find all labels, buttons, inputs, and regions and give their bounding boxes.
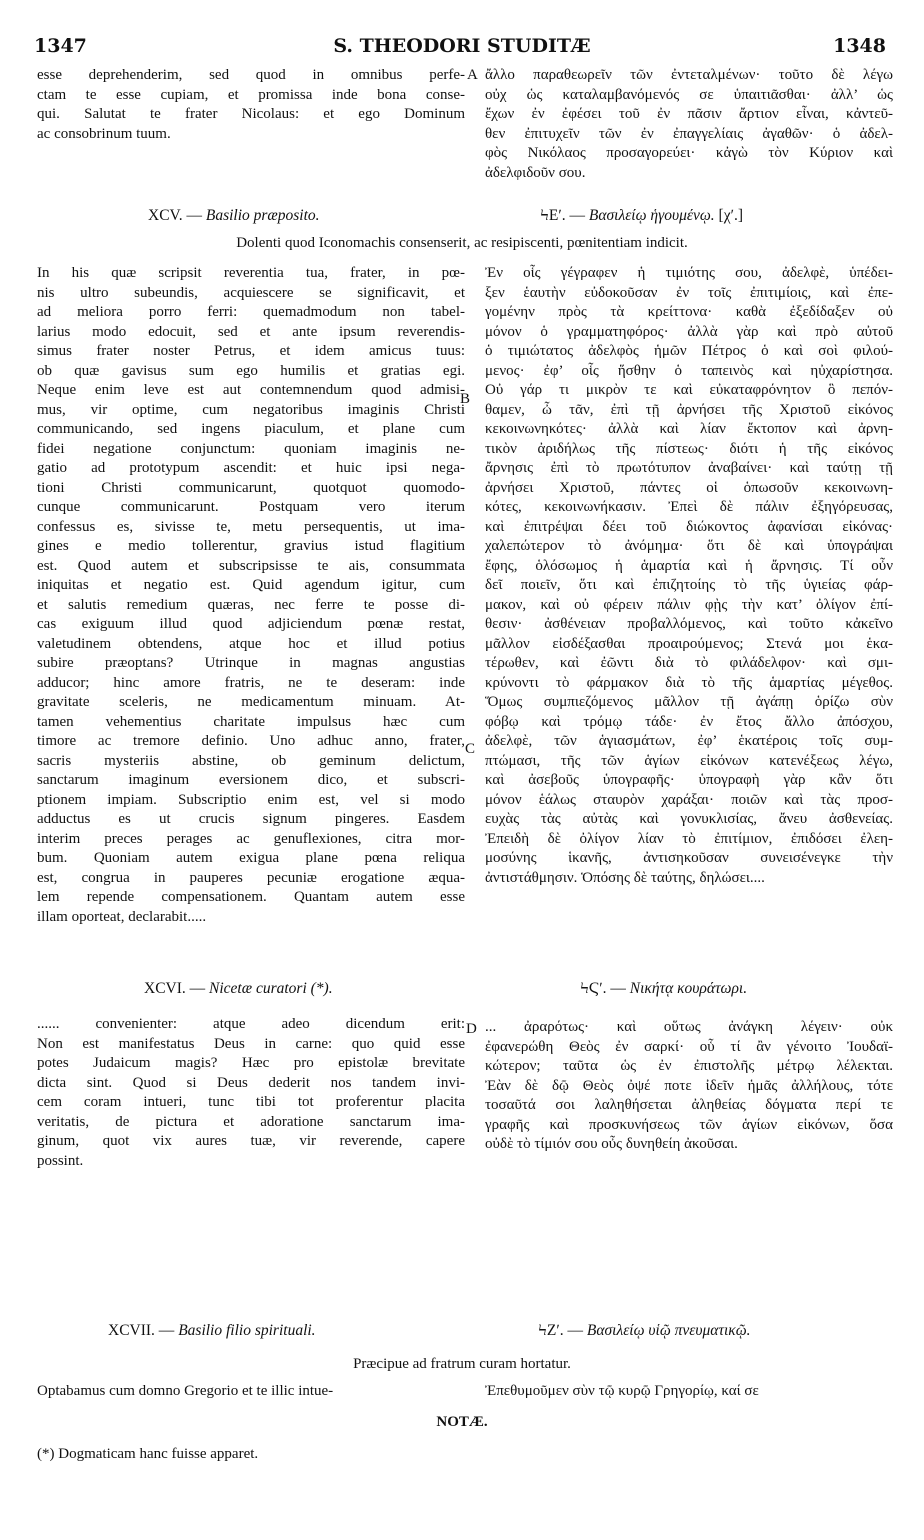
text-line: γραφῆς καὶ προσκυνήσεως τῶν ἁγίων εἰκόνων, ὅσα (485, 1116, 893, 1133)
text-line: gines e medio tollerentur, gravius istud flagitium (37, 538, 465, 554)
latin-heading-95 (148, 206, 320, 226)
text-line: adductus es ut crucis signum pingeres. Easdem (37, 811, 465, 827)
text-line: sacris mysteriis abstine, ob geminum delictum, (37, 752, 465, 769)
text-line: ptionem impiam. Subscriptio enim est, vel si modo (37, 791, 465, 808)
text-line: est, congrua in pauperes pecuniæ erogatione æqua- (37, 869, 465, 886)
text-line: dicta sint. Quod si Deus dederit nos tandem invi- (37, 1074, 465, 1091)
text-line: lem repende compensationem. Quantam autem esse (37, 889, 465, 905)
text-line: illam oporteat, declarabit..... (37, 908, 207, 925)
running-header (0, 34, 924, 58)
text-line: τοσαῦτά σοι λαληθήσεται ἀληθείας δόγματα περί τε (485, 1097, 893, 1113)
latin-text-95 (37, 264, 465, 927)
text-line: ἀντιστάθμησιν. Ὁπόσης δὲ ταύτης, δηλώσει.... (485, 869, 765, 886)
latin-heading-96-number: XCVI. — (144, 980, 206, 997)
greek-heading-96-number: ϞϚʹ. — (580, 980, 626, 997)
text-line: cunque communicarunt. Postquam vero iterum (37, 499, 465, 515)
text-line: ἄρνησις ἐπὶ τὸ πρωτότυπον ἀναβαίνει· καὶ ταύτῃ τῇ (485, 460, 893, 476)
text-line: bum. Quoniam autem exigua plane pœna reliqua (37, 850, 465, 866)
greek-heading-97-number: ϞΖʹ. — (538, 1322, 584, 1339)
latin-text-96 (37, 1015, 465, 1171)
text-line: μόνον ἑάλως σταυρὸν χαράξαι· ποιῶν καὶ τὰς προσ- (485, 791, 893, 808)
text-line: larius modo edocuit, sed et ante ipsum reverendis- (37, 323, 465, 340)
text-line: ἀδελφιδοῦν σου. (485, 164, 586, 181)
latin-continuation (37, 66, 465, 144)
latin-heading-97-number: XCVII. — (108, 1322, 175, 1339)
text-line: ἄλλο παραθεωρεῖν τῶν ἐντεταλμένων· τοῦτο δὲ λέγω (485, 67, 893, 83)
text-line: gatio ad prototypum ascendit: et huic ipsi nega- (37, 460, 465, 476)
greek-text-96 (485, 1018, 893, 1155)
text-line: tamen vehementius charitate impulsus hæc cum (37, 713, 465, 730)
greek-heading-95-number: ϞΕʹ. — (540, 207, 586, 224)
latin-heading-96 (144, 979, 333, 999)
text-line: χαλεπώτερον τὸ ἀνόμημα· ὅτι δὲ καὶ ὑπογράψαι (485, 538, 893, 554)
text-line: μόνον ὁ γραμματηφόρος· ἀλλὰ γὰρ καὶ πρὸ αὐτοῦ (485, 323, 893, 340)
text-line: possint. (37, 1152, 84, 1169)
text-line: In his quæ scripsit reverentia tua, frater, in pœ- (37, 265, 465, 281)
latin-heading-95-addressee: Basilio præposito. (205, 207, 320, 224)
text-line: μᾶλλον εἰσδέξασθαι προαιρούμενος; Στενά μοι ἑκα- (485, 635, 893, 652)
greek-continuation (485, 66, 893, 183)
text-line: Neque enim leve est aut contemnendum quod admisi- (37, 382, 465, 398)
text-line: nis ultro subeundis, acquiescere se significavit, et (37, 284, 465, 301)
text-line: ctam te esse cupiam, et promissa inde bona conse- (37, 86, 465, 103)
margin-letter-c: C (465, 741, 476, 757)
text-line: Οὐ γάρ τι μικρὸν τε καὶ εὐκαταφρόνητον ὃ πεπόν- (485, 382, 893, 398)
text-line: οὐδὲ τὸ τίμιόν σου οὖς δυνηθείη ἀκοῦσαι. (485, 1136, 738, 1152)
text-line: κρύνοντι τὸ φάρμακον διὰ τὸ τῆς ἁμαρτίας μέγεθος. (485, 674, 893, 691)
text-line: κότες, κεκοινωνήκασιν. Ἐπεὶ δὲ πάλιν ἐξηγόρευσας, (485, 499, 893, 515)
text-line: et salutis remedium quæras, nec ferre te posse di- (37, 596, 465, 613)
latin-text-97 (37, 1382, 465, 1402)
text-line: Ἐὰν δὲ δῷ Θεὸς ὀψέ ποτε ἰδεῖν ἡμᾶς ἀλλήλους, τότε (485, 1077, 893, 1094)
text-line: ἀδελφὲ, τῶν ἁγιασμάτων, ἐφ’ ἑκατέροις τοῖς συμ- (485, 733, 893, 749)
running-title: S. THEODORI STUDITÆ (333, 35, 591, 57)
text-line: δεῖ ποιεῖν, ὅτι καὶ ἐπιζητοίης τὸ τῆς ὑγιείας φάρ- (485, 577, 893, 593)
page-number-left: 1347 (34, 35, 87, 57)
greek-heading-95-addressee: Βασιλείῳ ἡγουμένῳ. (588, 207, 715, 224)
summary-95: Dolenti quod Iconomachis consenserit, ac resipiscenti, pœnitentiam indicit. (236, 235, 688, 251)
text-line: μακον, καὶ οὐ φέρειν πάλιν φῂς τὴν κατ’ ὀλίγον ἐπί- (485, 596, 893, 613)
text-line: ευχὰς τὰς αὐτὰς καὶ γονυκλισίας, ἄνευ ἀσθενείας. (485, 811, 893, 827)
latin-heading-97 (108, 1321, 316, 1341)
text-line: γομένην πρὸς τὰ κρείττονα· καθὰ ἐξεδίδαξεν οὐ (485, 304, 893, 320)
text-line: ἀρνήσει Χριστοῦ, πάντες οἱ ὁπωσοῦν κεκοινωνη- (485, 479, 893, 496)
text-line: iniquitas et negatio est. Quid agendum igitur, cum (37, 577, 465, 593)
text-line: ἐφανερώθη Θεὸς ἐν σαρκί· οὗ τί ἂν γένοιτο Ἰουδαϊ- (485, 1038, 893, 1055)
text-line: Optabamus cum domno Gregorio et te illic intue- (37, 1383, 334, 1399)
text-line: ac consobrinum tuum. (37, 125, 171, 142)
text-line: φὸς Νικόλαος προσαγορεύει· κἀγὼ τὸν Κύριον καὶ (485, 145, 893, 161)
summary-97: Præcipue ad fratrum curam hortatur. (353, 1356, 571, 1372)
text-line: confessus es, sivisse te, metu persequentis, ut ima- (37, 518, 465, 535)
text-line: qui. Salutat te frater Nicolaus: et ego Dominum (37, 106, 465, 122)
text-line: ginum, quot vix aures tuæ, vir reverende, capere (37, 1133, 465, 1149)
text-line: Ἐπειδὴ δὲ ὀλίγον λίαν τὸ ἐπιτίμιον, ἐπιδόσει ἐλεη- (485, 830, 893, 847)
latin-heading-97-addressee: Basilio filio spirituali. (178, 1322, 316, 1339)
text-line: simus frater noster Petrus, et idem amicus tuus: (37, 343, 465, 359)
text-line: cas exiguum illud quod adjiciendum pœnæ restat, (37, 616, 465, 632)
text-line: πτώμασι, τῆς τῶν ἁγίων εἰκόνων κατενέξεως λέγω, (485, 752, 893, 769)
text-line: sanctarum imaginum eversionem dico, et subscri- (37, 772, 465, 788)
greek-heading-95 (540, 206, 743, 226)
margin-letter-a: A (467, 67, 478, 83)
greek-heading-96-addressee: Νικήτᾳ κουράτωρι. (629, 980, 748, 997)
text-line: οὐχ ὡς καταλαμβανόμενός σε ὑπαιτιᾶσθαι· ἀλλ’ ὡς (485, 86, 893, 103)
text-line: τέρωθεν, καὶ ἐῶντι διὰ τὸ φιλάδελφον· καὶ σμι- (485, 655, 893, 671)
greek-heading-97 (538, 1321, 751, 1341)
text-line: Ἐν οἷς γέγραφεν ἡ τιμιότης σου, ἀδελφὲ, ὑπέδει- (485, 265, 893, 281)
latin-heading-95-number: XCV. — (148, 207, 202, 224)
text-line: φόβῳ καὶ τρόμῳ τάδε· ἐν ἔτος ἄλλο ἀπόσχου, (485, 713, 893, 730)
text-line: subire præoptans? Utrinque in magnas angustias (37, 655, 465, 671)
text-line: μενος· ἐφ’ οἷς ἥσθην ὁ ταπεινὸς καὶ ηὐχαρίστησα. (485, 362, 893, 379)
text-line: fidei negatione conjunctum: quoniam imaginis ne- (37, 440, 465, 457)
text-line: communicando, sed ingens piaculum, et plane cum (37, 421, 465, 437)
text-line: ἔχων ἐν ἐφέσει τοῦ ἐν πᾶσιν ἄρτιον εἶναι, κἀντεῦ- (485, 106, 893, 122)
greek-heading-97-addressee: Βασιλείῳ υἱῷ πνευματικῷ. (586, 1322, 751, 1339)
text-line: timore ac tremore definio. Uno adhuc anno, frater, (37, 733, 465, 749)
text-line: interim preces perages ac genuflexiones, citra mor- (37, 830, 465, 847)
latin-heading-96-addressee: Nicetæ curatori (*). (209, 980, 333, 997)
text-line: potes Judaicum magis? Hæc pro epistolæ brevitate (37, 1055, 465, 1071)
margin-letter-b: B (460, 391, 471, 407)
text-line: θεν ἐπιτυχεῖν τῶν ἐν ἐπαγγελίαις ἀγαθῶν· ὁ ἀδελ- (485, 125, 893, 142)
text-line: ad meliora porro ferri: quemadmodum non tabel- (37, 304, 465, 320)
greek-heading-96 (580, 979, 747, 999)
text-line: θαμεν, ὦ τᾶν, ἐπὶ τῇ ἀρνήσει τῆς Χριστοῦ εἰκόνος (485, 401, 893, 418)
text-line: ὁ τιμιώτατος ἀδελφὸς ἡμῶν Πέτρος ὁ καὶ σοὶ φιλού- (485, 343, 893, 359)
text-line: καὶ ἐπιτρέψαι δέει τοῦ διώκοντος ἀφανίσαι εἰκόνας· (485, 518, 893, 535)
text-line: cem coram intueri, tunc tibi tot proferentur placita (37, 1094, 465, 1110)
text-line: ...... convenienter: atque adeo dicendum erit: (37, 1016, 465, 1032)
text-line: κώτερον; ταῦτα ὡς ἐν ἐπιστολῆς μέτρῳ λέλεκται. (485, 1058, 893, 1074)
text-line: καὶ ἀσεβοῦς ὑπογραφῆς· ὑπογραφὴ γὰρ κἂν ὅτι (485, 772, 893, 788)
text-line: mus, vir optime, cum negatoribus imaginis Christi (37, 401, 465, 418)
text-line: τικὸν ἀριδήλως τῆς πίστεως· διότι ἡ τῆς εἰκόνος (485, 440, 893, 457)
text-line: ... ἀραρότως· καὶ οὕτως ἀνάγκη λέγειν· οὐκ (485, 1019, 893, 1035)
text-line: ob quæ gavisus sum ego humilis et gratias egi. (37, 362, 465, 379)
text-line: adducor; hinc amore fratris, ne te deseram: inde (37, 674, 465, 691)
greek-heading-95-reference: [χʹ.] (718, 207, 744, 224)
text-line: θεσιν· ἀσθένειαν προβαλλόμενος, καὶ τοῦτο κἀκεῖνο (485, 616, 893, 632)
text-line: est. Quod autem et subscripsisse te ais, consummata (37, 557, 465, 574)
text-line: ἔφης, ὁλόσωμος ἡ ἁμαρτία καὶ ἡ ἄρνησις. Τί οὖν (485, 557, 893, 574)
text-line: esse deprehenderim, sed quod in omnibus perfe- (37, 67, 465, 83)
text-line: μοσύνης ἱκανῆς, ἀντισηκοῦσαν συνεισένεγκε τὴν (485, 850, 893, 866)
text-line: Ὅμως συμπιεζόμενος μᾶλλον τῇ ἀγάπῃ ὁρίζω σὺν (485, 694, 893, 710)
text-line: valetudinem obtendens, atque hoc et illud potius (37, 635, 465, 652)
greek-text-97 (485, 1382, 893, 1402)
text-line: ξεν ἑαυτὴν εὐδοκοῦσαν ἐν τοῖς ἐπιτιμίοις, καὶ ἐπε- (485, 284, 893, 301)
notes-heading: NOTÆ. (436, 1414, 488, 1430)
text-line: Ἐπεθυμοῦμεν σὺν τῷ κυρῷ Γρηγορίῳ, καί σε (485, 1383, 759, 1399)
text-line: gravitate sceleris, ne medicamentum minuam. At- (37, 694, 465, 710)
footnote: (*) Dogmaticam hanc fuisse apparet. (37, 1446, 259, 1462)
text-line: veritatis, de pictura et adoratione sanctarum ima- (37, 1113, 465, 1130)
text-line: κεκοινωνηκότες· ἀλλὰ καὶ λίαν ἔκτοπον καὶ ἀρνη- (485, 421, 893, 437)
text-line: Non est manifestatus Deus in carne: quo quid esse (37, 1035, 465, 1052)
greek-text-95 (485, 264, 893, 888)
margin-letter-d: D (466, 1021, 477, 1037)
page-number-right: 1348 (833, 35, 886, 57)
text-line: tioni Christi communicarunt, quotquot quomodo- (37, 479, 465, 496)
